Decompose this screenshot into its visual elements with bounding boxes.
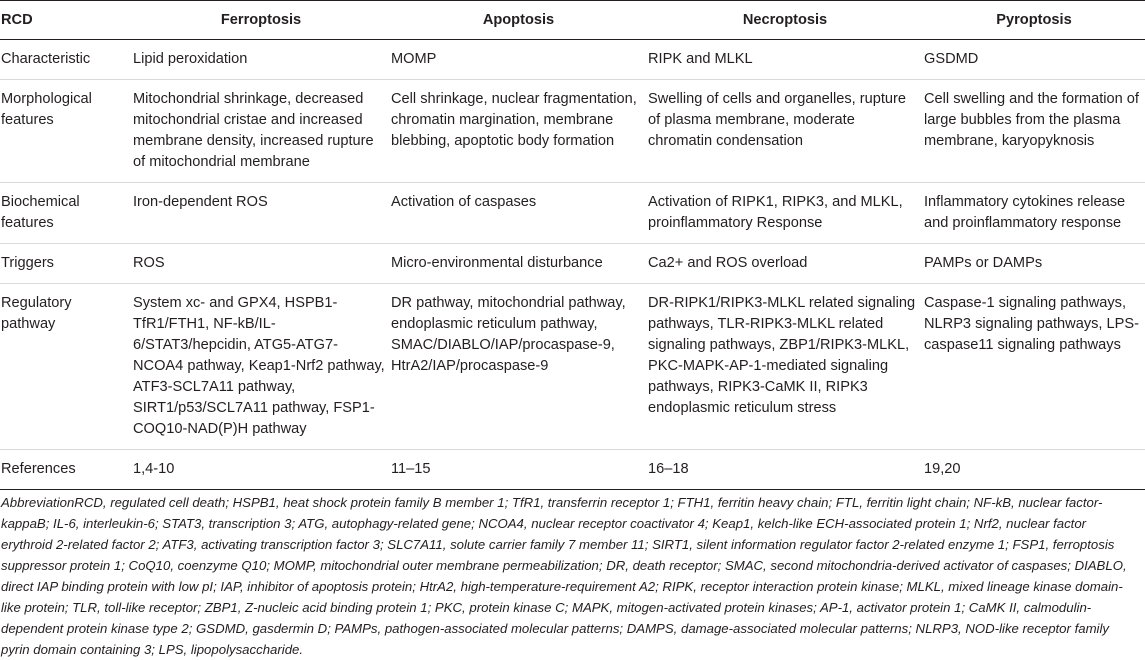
table-header-row xyxy=(0,1,1145,40)
table-cell: ROS xyxy=(132,244,390,284)
table-cell: Iron-dependent ROS xyxy=(132,183,390,244)
table-cell: Inflammatory cytokines release and proinflammatory response xyxy=(923,183,1145,244)
table-cell: 19,20 xyxy=(923,450,1145,490)
table-row xyxy=(0,40,1145,80)
table-cell: 11–15 xyxy=(390,450,647,490)
abbreviations-footnote: AbbreviationRCD, regulated cell death; HSPB1, heat shock protein family B member 1; TfR1, transferrin receptor 1; FTH1, ferritin heavy chain; FTL, ferritin light chain; NF-kB, nuclear factor-kappaB; IL-6, interleukin-6; STAT3, transcription 3; ATG, autophagy-related gene; NCOA4, nuclear receptor coactivator 4; Keap1, kelch-like ECH-associated protein 1; Nrf2, nuclear factor erythroid 2-related factor 2; ATF3, activating transcription factor 3; SLC7A11, solute carrier family 7 member 11; SIRT1, silent information regulator factor 2-related enzyme 1; FSP1, ferroptosis suppressor protein 1; CoQ10, coenzyme Q10; MOMP, mitochondrial outer membrane permeabilization; DR, death receptor; SMAC, second mitochondria-derived activator of caspases; DIABLO, direct IAP binding protein with low pI; IAP, inhibitor of apoptosis protein; HtrA2, high-temperature-requirement A2; RIPK, receptor interaction protein kinase; MLKL, mixed lineage kinase domain-like protein; TLR, toll-like receptor; ZBP1, Z-nucleic acid binding protein 1; PKC, protein kinase C; MAPK, mitogen-activated protein kinases; AP-1, activator protein 1; CaMK II, calmodulin-dependent protein kinase type 2; GSDMD, gasdermin D; PAMPs, pathogen-associated molecular patterns; DAMPS, damage-associated molecular patterns; NLRP3, NOD-like receptor family pyrin domain containing 3; LPS, lipopolysaccharide. xyxy=(1,495,1127,657)
table-cell: Swelling of cells and organelles, rupture of plasma membrane, moderate chromatin condensation xyxy=(647,80,923,183)
header-pyroptosis: Pyroptosis xyxy=(923,1,1145,40)
table-cell: RIPK and MLKL xyxy=(647,40,923,80)
table-cell: DR pathway, mitochondrial pathway, endoplasmic reticulum pathway, SMAC/DIABLO/IAP/procaspase-9, HtrA2/IAP/procaspase-9 xyxy=(390,284,647,450)
table-cell: MOMP xyxy=(390,40,647,80)
table-cell: DR-RIPK1/RIPK3-MLKL related signaling pathways, TLR-RIPK3-MLKL related signaling pathways, ZBP1/RIPK3-MLKL, PKC-MAPK-AP-1-mediated signaling pathways, RIPK3-CaMK II, RIPK3 endoplasmic reticulum stress xyxy=(647,284,923,450)
table-row xyxy=(0,450,1145,490)
row-label-regulatory-pathway: Regulatory pathway xyxy=(0,284,132,450)
table-row xyxy=(0,183,1145,244)
row-label-triggers: Triggers xyxy=(0,244,132,284)
row-label-morphological-features: Morphological features xyxy=(0,80,132,183)
row-label-references: References xyxy=(0,450,132,490)
table-row xyxy=(0,80,1145,183)
table-cell: Activation of RIPK1, RIPK3, and MLKL, proinflammatory Response xyxy=(647,183,923,244)
table-cell: 1,4-10 xyxy=(132,450,390,490)
table-cell: Caspase-1 signaling pathways, NLRP3 signaling pathways, LPS-caspase11 signaling pathways xyxy=(923,284,1145,450)
table-cell: Mitochondrial shrinkage, decreased mitochondrial cristae and increased membrane density, increased rupture of mitochondrial membrane xyxy=(132,80,390,183)
table-cell: 16–18 xyxy=(647,450,923,490)
table-cell: Micro-environmental disturbance xyxy=(390,244,647,284)
table-cell: Lipid peroxidation xyxy=(132,40,390,80)
table-cell: Cell shrinkage, nuclear fragmentation, chromatin margination, membrane blebbing, apoptotic body formation xyxy=(390,80,647,183)
table-row xyxy=(0,244,1145,284)
header-ferroptosis: Ferroptosis xyxy=(132,1,390,40)
table-cell: GSDMD xyxy=(923,40,1145,80)
table-row xyxy=(0,284,1145,450)
table-cell: PAMPs or DAMPs xyxy=(923,244,1145,284)
table-cell: System xc- and GPX4, HSPB1-TfR1/FTH1, NF-kB/IL-6/STAT3/hepcidin, ATG5-ATG7-NCOA4 pathway, Keap1-Nrf2 pathway, ATF3-SCL7A11 pathway, SIRT1/p53/SCL7A11 pathway, FSP1-COQ10-NAD(P)H pathway xyxy=(132,284,390,450)
table-cell: Ca2+ and ROS overload xyxy=(647,244,923,284)
header-rcd: RCD xyxy=(0,1,132,40)
table-cell: Activation of caspases xyxy=(390,183,647,244)
header-necroptosis: Necroptosis xyxy=(647,1,923,40)
row-label-characteristic: Characteristic xyxy=(0,40,132,80)
table-cell: Cell swelling and the formation of large bubbles from the plasma membrane, karyopyknosis xyxy=(923,80,1145,183)
row-label-biochemical-features: Biochemical features xyxy=(0,183,132,244)
header-apoptosis: Apoptosis xyxy=(390,1,647,40)
